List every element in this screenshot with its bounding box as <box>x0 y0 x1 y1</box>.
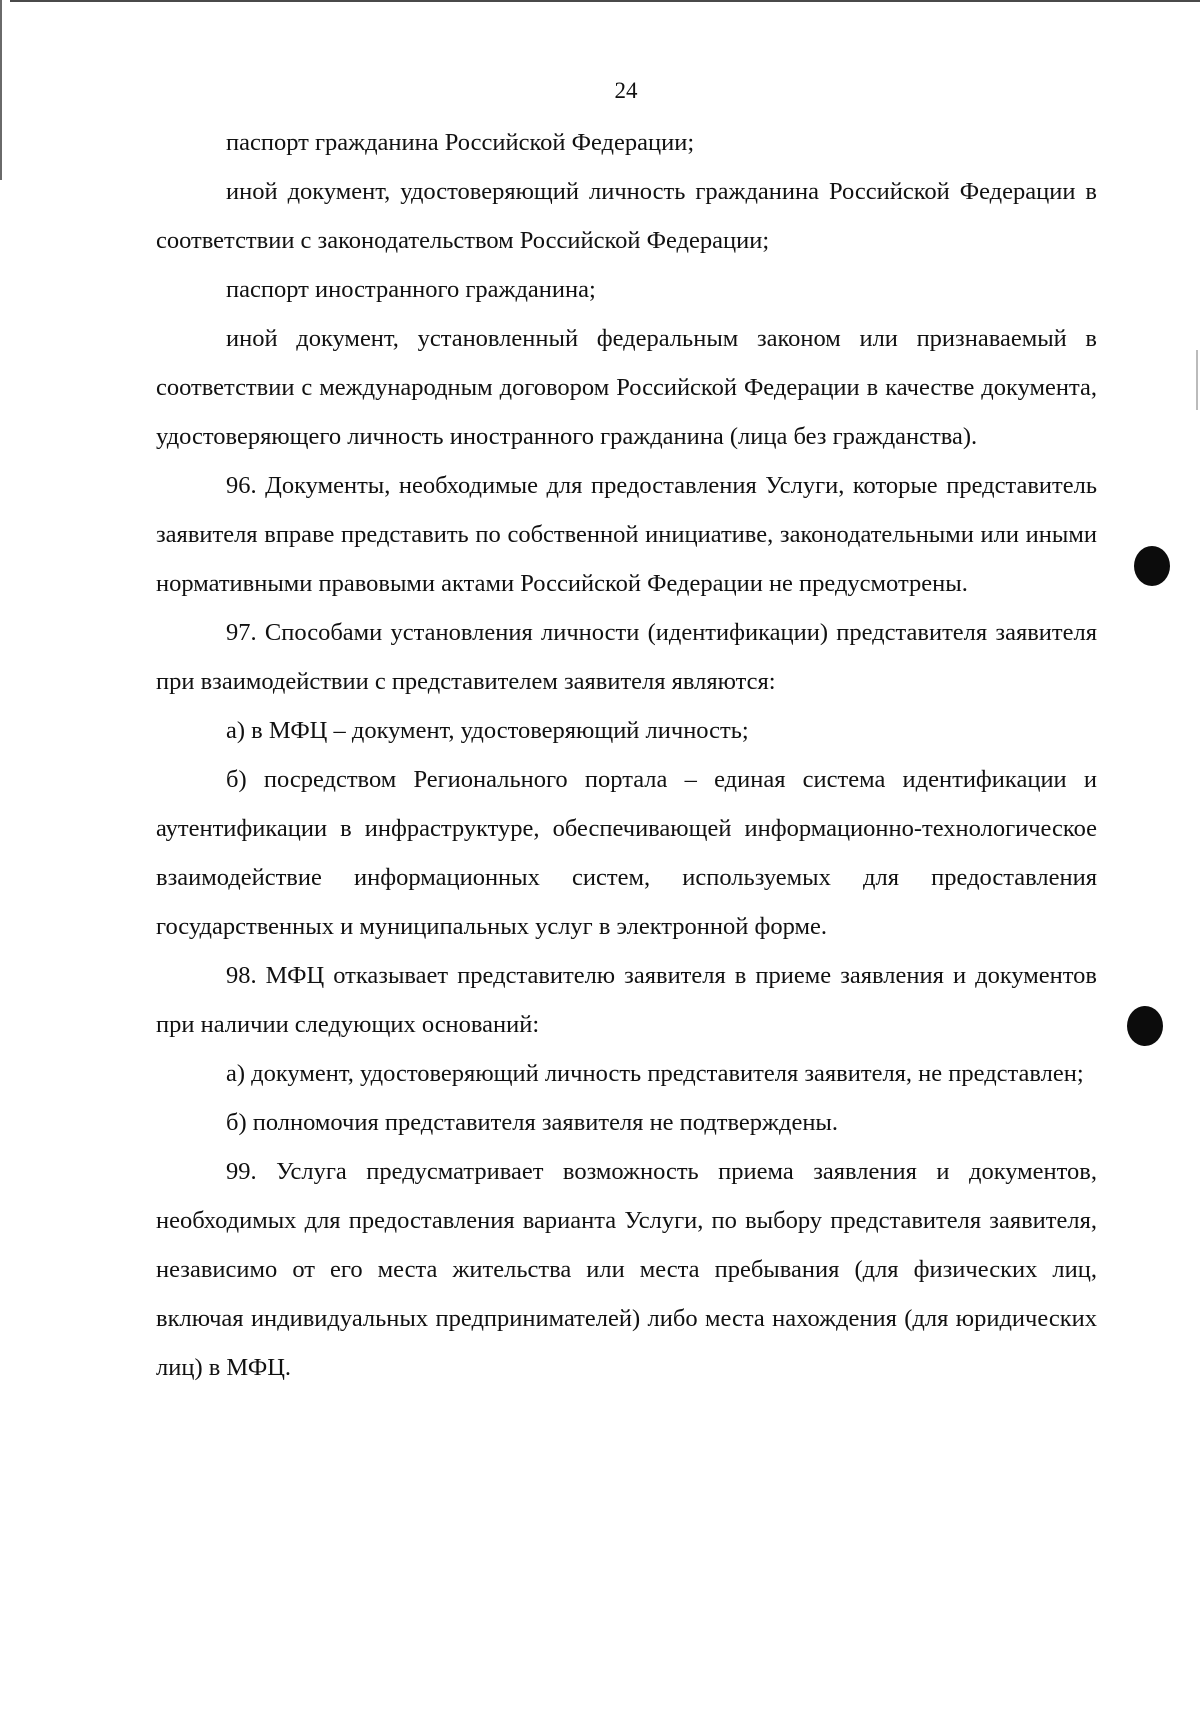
paragraph-96: 96. Документы, необходимые для предоставления Услуги, которые представитель заявителя вправе представить по собственной инициативе, законодательными или иными нормативными правовыми актами Российской Федерации не предусмотрены. <box>156 472 1097 597</box>
punch-hole-mark <box>1134 546 1170 586</box>
scan-edge-top <box>10 0 1200 2</box>
page-number: 24 <box>614 78 638 103</box>
paragraph: паспорт гражданина Российской Федерации; <box>226 129 695 156</box>
document-body <box>156 118 1097 1392</box>
paragraph-97: 97. Способами установления личности (идентификации) представителя заявителя при взаимодействии с представителем заявителя являются: <box>156 619 1097 695</box>
list-item-a: а) в МФЦ – документ, удостоверяющий личность; <box>226 717 749 744</box>
list-item-b: б) полномочия представителя заявителя не подтверждены. <box>226 1109 839 1136</box>
paragraph-99: 99. Услуга предусматривает возможность приема заявления и документов, необходимых для предоставления варианта Услуги, по выбору представителя заявителя, независимо от его места жительства или места пребывания (для физических лиц, включая индивидуальных предпринимателей) либо места нахождения (для юридических лиц) в МФЦ. <box>156 1158 1097 1381</box>
list-item-b: б) посредством Регионального портала – единая система идентификации и аутентификации в инфраструктуре, обеспечивающей информационно-технологическое взаимодействие информационных систем, используемых для предоставления государственных и муниципальных услуг в электронной форме. <box>156 766 1097 940</box>
scan-edge-right <box>1196 350 1198 410</box>
paragraph: иной документ, удостоверяющий личность гражданина Российской Федерации в соответствии с законодательством Российской Федерации; <box>156 178 1097 254</box>
paragraph-98: 98. МФЦ отказывает представителю заявителя в приеме заявления и документов при наличии следующих оснований: <box>156 962 1097 1038</box>
punch-hole-mark <box>1127 1006 1163 1046</box>
list-item-a: а) документ, удостоверяющий личность представителя заявителя, не представлен; <box>226 1060 1084 1087</box>
paragraph: паспорт иностранного гражданина; <box>226 276 596 303</box>
paragraph: иной документ, установленный федеральным законом или признаваемый в соответствии с международным договором Российской Федерации в качестве документа, удостоверяющего личность иностранного гражданина (лица без гражданства). <box>156 325 1097 450</box>
